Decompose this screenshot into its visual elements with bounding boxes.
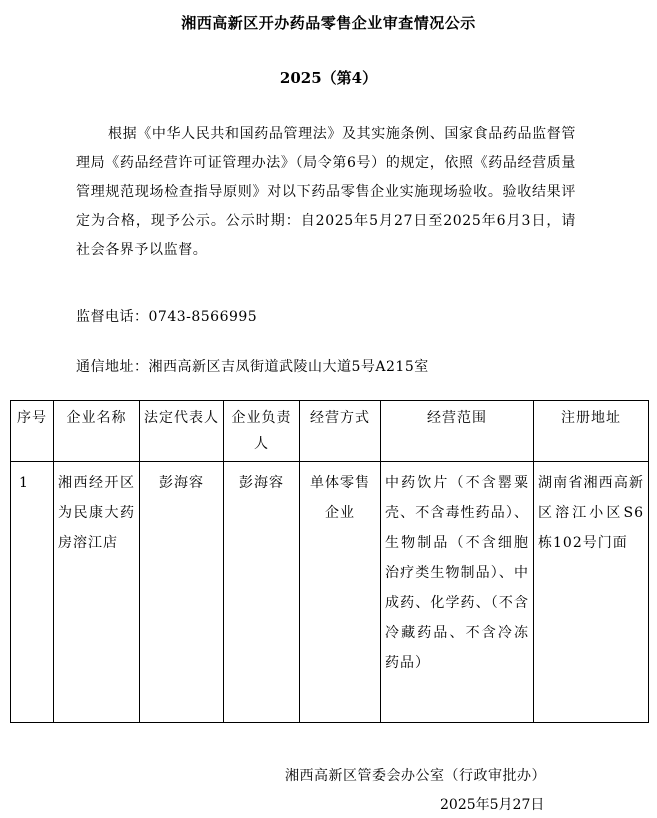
signature-org: 湘西高新区管委会办公室（行政审批办） xyxy=(285,768,546,784)
header-legal-rep: 法定代表人 xyxy=(140,401,224,462)
cell-scope: 中药饮片（不含罂粟壳、不含毒性药品）、生物制品（不含细胞治疗类生物制品）、中成药、化学药、（不含冷藏药品、不含冷冻药品） xyxy=(381,462,534,723)
cell-mode: 单体零售企业 xyxy=(300,462,381,723)
header-address: 注册地址 xyxy=(534,401,649,462)
phone-line: 监督电话：0743-8566995 xyxy=(76,309,258,325)
enterprise-table xyxy=(10,400,649,723)
body-paragraph-text: 根据《中华人民共和国药品管理法》及其实施条例、国家食品药品监督管理局《药品经营许可证管理办法》（局令第6号）的规定，依照《药品经营质量管理规范现场检查指导原则》对以下药品零售企业实施现场验收。验收结果评定为合格，现予公示。公示时期：自2025年5月27日至2025年6月3日，请社会各界予以监督。 xyxy=(76,126,576,258)
table-header-row xyxy=(11,401,649,462)
cell-address: 湖南省湘西高新区溶江小区S6栋102号门面 xyxy=(534,462,649,723)
header-mode: 经营方式 xyxy=(300,401,381,462)
header-manager: 企业负责人 xyxy=(224,401,300,462)
address-line: 通信地址：湘西高新区吉凤街道武陵山大道5号A215室 xyxy=(76,359,429,375)
signature-date: 2025年5月27日 xyxy=(440,797,545,813)
cell-no: 1 xyxy=(11,462,54,723)
cell-legal-rep: 彭海容 xyxy=(140,462,224,723)
cell-manager: 彭海容 xyxy=(224,462,300,723)
table-row xyxy=(11,462,649,723)
document-subtitle: 2025（第4） xyxy=(279,69,378,87)
header-no: 序号 xyxy=(11,401,54,462)
body-paragraph xyxy=(76,120,576,265)
document-title: 湘西高新区开办药品零售企业审查情况公示 xyxy=(181,14,476,32)
header-company: 企业名称 xyxy=(54,401,140,462)
header-scope: 经营范围 xyxy=(381,401,534,462)
cell-company: 湘西经开区为民康大药房溶江店 xyxy=(54,462,140,723)
